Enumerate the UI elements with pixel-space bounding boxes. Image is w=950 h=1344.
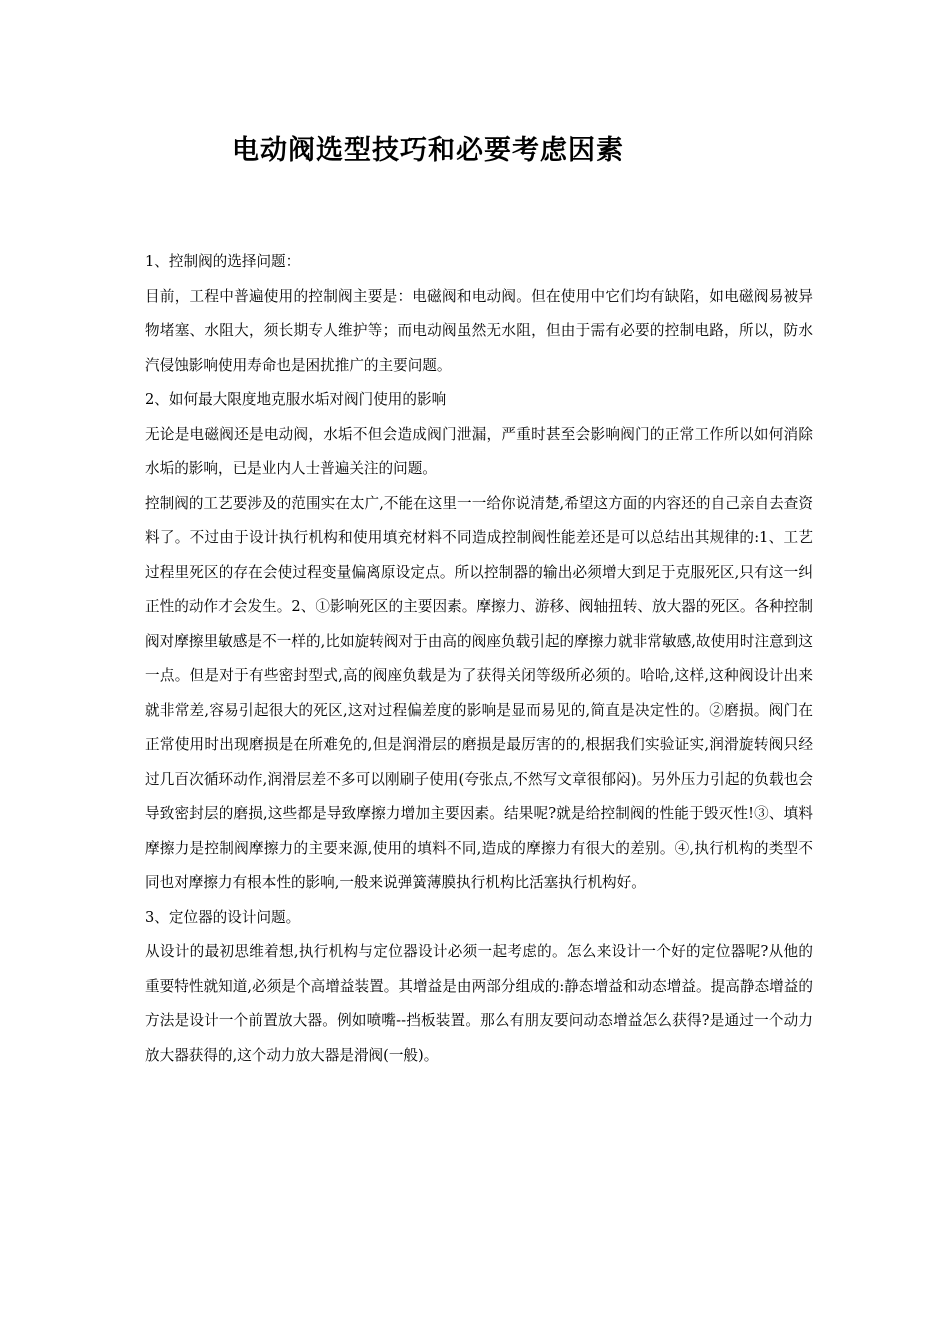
paragraph: 从设计的最初思维着想,执行机构与定位器设计必须一起考虑的。怎么来设计一个好的定位器呢?从他的重要特性就知道,必须是个高增益装置。其增益是由两部分组成的:静态增益和动态增益。提高静态增益的方法是设计一个前置放大器。例如喷嘴--挡板装置。那么有朋友要问动态增益怎么获得?是通过一个动力放大器获得的,这个动力放大器是滑阀(一般)。 [145, 943, 813, 1064]
document-title: 电动阀选型技巧和必要考虑因素 [232, 135, 624, 166]
paragraph: 目前，工程中普遍使用的控制阀主要是：电磁阀和电动阀。但在使用中它们均有缺陷，如电磁阀易被异物堵塞、水阻大，须长期专人维护等；而电动阀虽然无水阻，但由于需有必要的控制电路，所以，防水汽侵蚀影响使用寿命也是困扰推广的主要问题。 [145, 287, 813, 374]
section-heading-2: 2、如何最大限度地克服水垢对阀门使用的影响 [145, 391, 447, 408]
document-body [145, 245, 813, 1073]
paragraph: 无论是电磁阀还是电动阀，水垢不但会造成阀门泄漏，严重时甚至会影响阀门的正常工作所以如何消除水垢的影响，已是业内人士普遍关注的问题。 [145, 425, 813, 477]
section-heading-3: 3、定位器的设计问题。 [145, 908, 301, 926]
paragraph: 控制阀的工艺要涉及的范围实在太广,不能在这里一一给你说清楚,希望这方面的内容还的自己亲自去查资料了。不过由于设计执行机构和使用填充材料不同造成控制阀性能差还是可以总结出其规律的:1、工艺过程里死区的存在会使过程变量偏离原设定点。所以控制器的输出必须增大到足于克服死区,只有这一纠正性的动作才会发生。2、①影响死区的主要因素。摩擦力、游移、阀轴扭转、放大器的死区。各种控制阀对摩擦里敏感是不一样的,比如旋转阀对于由高的阀座负载引起的摩擦力就非常敏感,故使用时注意到这一点。但是对于有些密封型式,高的阀座负载是为了获得关闭等级所必须的。哈哈,这样,这种阀设计出来就非常差,容易引起很大的死区,这对过程偏差度的影响是显而易见的,简直是决定性的。②磨损。阀门在正常使用时出现磨损是在所难免的,但是润滑层的磨损是最厉害的的,根据我们实验证实,润滑旋转阀只经过几百次循环动作,润滑层差不多可以刚刷子使用(夸张点,不然写文章很郁闷)。另外压力引起的负载也会导致密封层的磨损,这些都是导致摩擦力增加主要因素。结果呢?就是给控制阀的性能于毁灭性!③、填料摩擦力是控制阀摩擦力的主要来源,使用的填料不同,造成的摩擦力有很大的差别。④,执行机构的类型不同也对摩擦力有根本性的影响,一般来说弹簧薄膜执行机构比活塞执行机构好。 [145, 494, 813, 891]
section-heading-1: 1、控制阀的选择问题： [145, 253, 301, 270]
